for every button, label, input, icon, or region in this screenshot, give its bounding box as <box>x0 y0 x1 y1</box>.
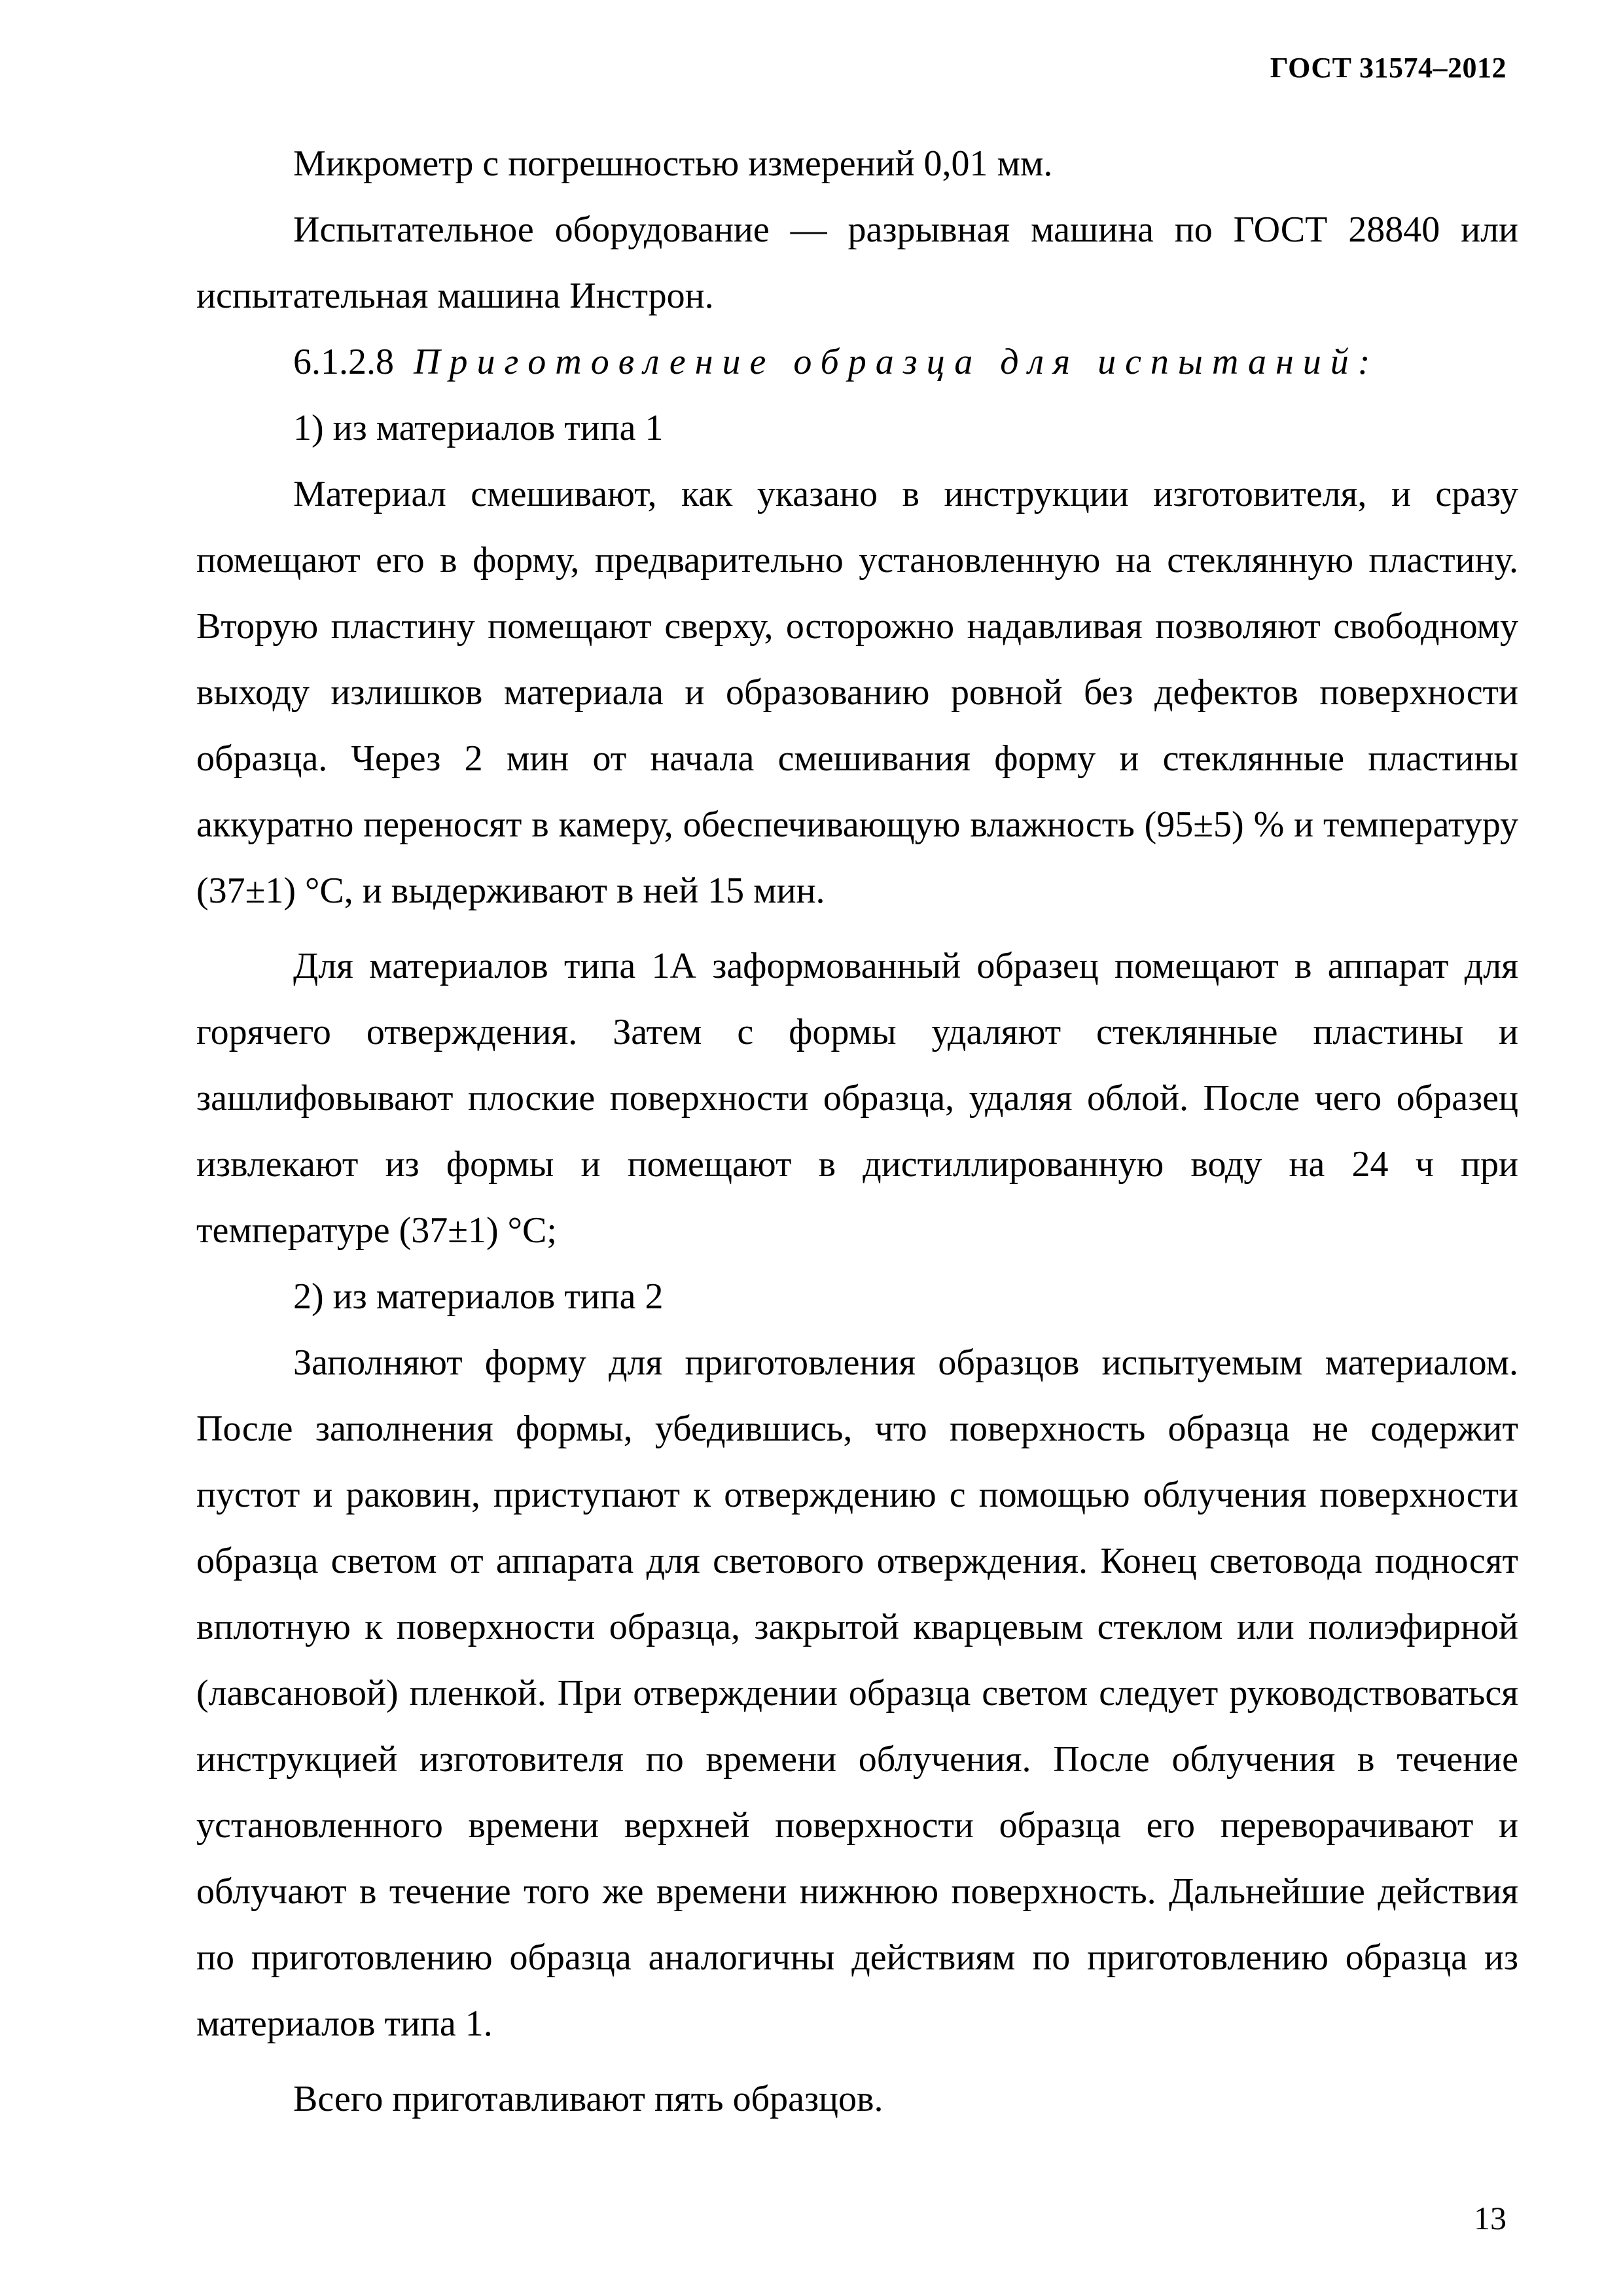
paragraph-test-equipment: Испытательное оборудование — разрывная машина по ГОСТ 28840 или испытательная машина Инстрон. <box>196 209 1518 316</box>
paragraph-sample-count: Всего приготавливают пять образцов. <box>293 2079 883 2119</box>
paragraph-type-2-procedure: Заполняют форму для приготовления образцов испытуемым материалом. После заполнения формы, убедившись, что поверхность образца не содержит пустот и раковин, приступают к отверждению с помощью облучения поверхности образца светом от аппарата для светового отверждения. Конец световода подносят вплотную к поверхности образца, закрытой кварцевым стеклом или полиэфирной (лавсановой) пленкой. При отверждении образца светом следует руководствоваться инструкцией изготовителя по времени облучения. После облучения в течение установленного времени верхней поверхности образца его переворачивают и облучают в течение того же времени нижнюю поверхность. Дальнейшие действия по приготовлению образца аналогичны действиям по приготовлению образца из материалов типа 1. <box>196 1342 1518 2044</box>
section-number: 6.1.2.8 <box>293 342 394 382</box>
document-body <box>196 131 1518 2132</box>
paragraph-micrometer: Микрометр с погрешностью измерений 0,01 мм. <box>293 143 1053 184</box>
paragraph-type-1a-procedure: Для материалов типа 1А заформованный образец помещают в аппарат для горячего отверждения. Затем с формы удаляют стеклянные пластины и зашлифовывают плоские поверхности образца, удаляя облой. После чего образец извлекают из формы и помещают в дистиллированную воду на 24 ч при температуре (37±1) °С; <box>196 946 1518 1251</box>
page-number: 13 <box>1474 2200 1507 2236</box>
list-item-type-2: 2) из материалов типа 2 <box>293 1276 664 1317</box>
list-item-type-1: 1) из материалов типа 1 <box>293 408 664 448</box>
section-heading <box>196 329 1518 395</box>
paragraph-type-1-procedure: Материал смешивают, как указано в инструкции изготовителя, и сразу помещают его в форму, предварительно установленную на стеклянную пластину. Вторую пластину помещают сверху, осторожно надавливая позволяют свободному выходу излишков материала и образованию ровной без дефектов поверхности образца. Через 2 мин от начала смешивания форму и стеклянные пластины аккуратно переносят в камеру, обеспечивающую влажность (95±5) % и температуру (37±1) °С, и выдерживают в ней 15 мин. <box>196 474 1518 911</box>
document-code-header: ГОСТ 31574–2012 <box>1270 52 1507 84</box>
section-title: Приготовление образца для испытаний: <box>414 342 1380 382</box>
